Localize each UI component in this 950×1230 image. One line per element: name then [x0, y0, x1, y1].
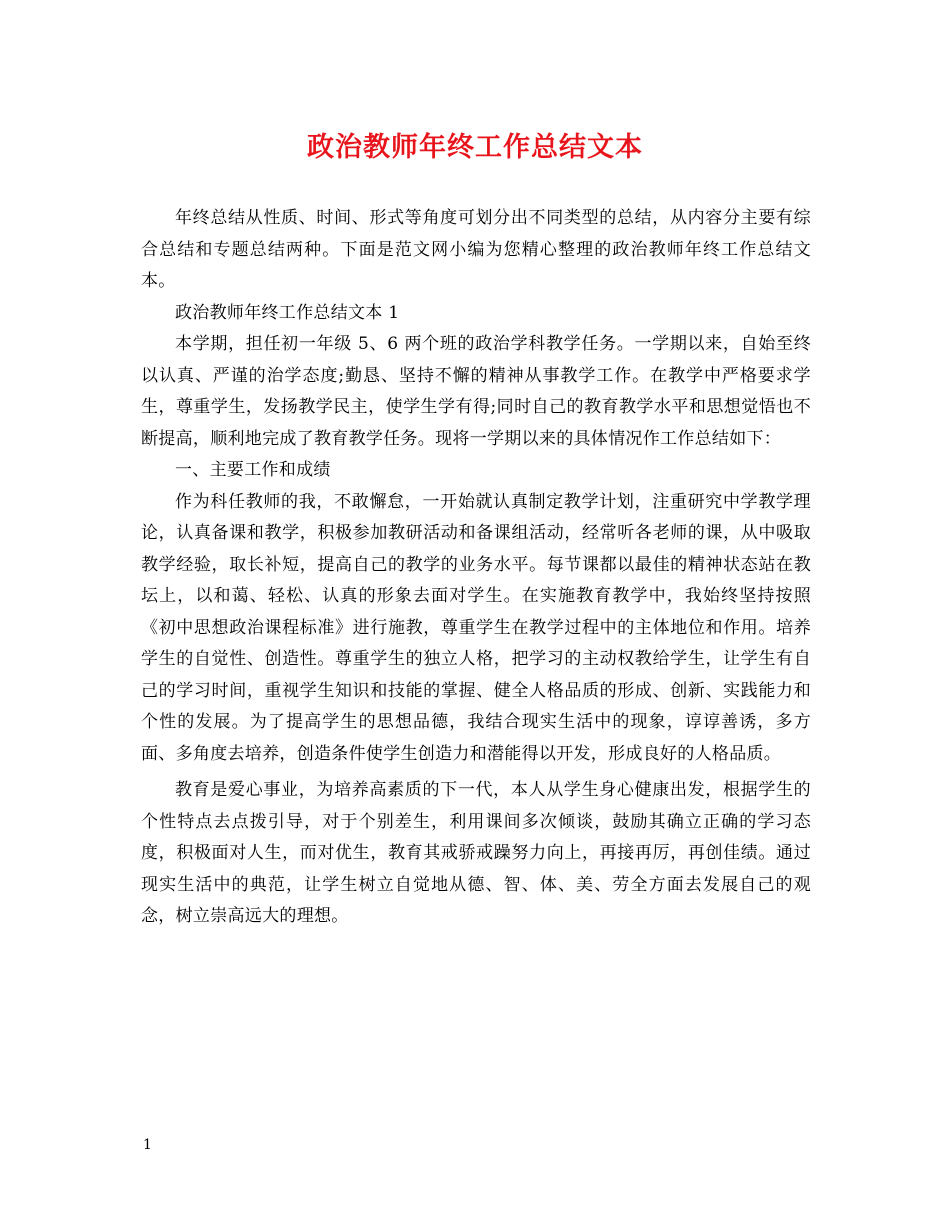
paragraph-intro: 年终总结从性质、时间、形式等角度可划分出不同类型的总结，从内容分主要有综合总结和专题总结两种。下面是范文网小编为您精心整理的政治教师年终工作总结文本。: [141, 208, 811, 291]
document-body: [141, 203, 811, 933]
section-heading-1: 政治教师年终工作总结文本 1: [175, 302, 400, 323]
section-heading-work: 一、主要工作和成绩: [175, 460, 331, 480]
paragraph-overview: 本学期，担任初一年级 5、6 两个班的政治学科教学任务。一学期以来，自始至终以认真、严谨的治学态度;勤恳、坚持不懈的精神从事教学工作。在教学中严格要求学生，尊重学生，发扬教学民主，使学生学有得;同时自己的教育教学水平和思想觉悟也不断提高，顺利地完成了教育教学任务。现将一学期以来的具体情况作工作总结如下：: [141, 334, 811, 449]
paragraph-teaching: 作为科任教师的我，不敢懈怠，一开始就认真制定教学计划，注重研究中学教学理论，认真备课和教学，积极参加教研活动和备课组活动，经常听各老师的课，从中吸取教学经验，取长补短，提高自己的教学的业务水平。每节课都以最佳的精神状态站在教坛上，以和蔼、轻松、认真的形象去面对学生。在实施教育教学中，我始终坚持按照《初中思想政治课程标准》进行施教，尊重学生在教学过程中的主体地位和作用。培养学生的自觉性、创造性。尊重学生的独立人格，把学习的主动权教给学生，让学生有自己的学习时间，重视学生知识和技能的掌握、健全人格品质的形成、创新、实践能力和个性的发展。为了提高学生的思想品德，我结合现实生活中的现象，谆谆善诱，多方面、多角度去培养，创造条件使学生创造力和潜能得以开发，形成良好的人格品质。: [141, 491, 811, 764]
document-title: 政治教师年终工作总结文本: [307, 132, 643, 163]
paragraph-education: 教育是爱心事业，为培养高素质的下一代，本人从学生身心健康出发，根据学生的个性特点去点拨引导，对于个别差生，利用课间多次倾谈，鼓励其确立正确的学习态度，积极面对人生，而对优生，教育其戒骄戒躁努力向上，再接再厉，再创佳绩。通过现实生活中的典范，让学生树立自觉地从德、智、体、美、劳全方面去发展自己的观念，树立崇高远大的理想。: [141, 780, 811, 926]
page-number: 1: [143, 1137, 152, 1153]
